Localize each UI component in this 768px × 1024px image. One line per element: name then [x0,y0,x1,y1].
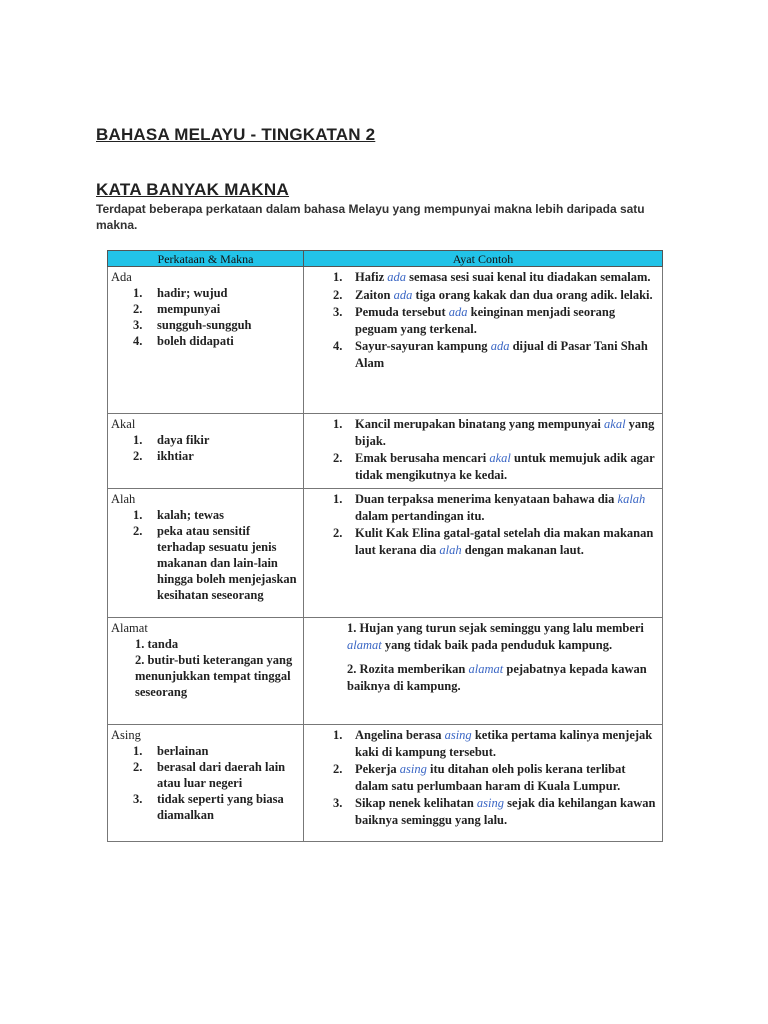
keyword-highlight: akal [604,417,626,431]
meaning-item: 1. berlainan [133,744,209,758]
example-item: 3. Pemuda tersebut ada keinginan menjadi seorang peguam yang terkenal. [333,305,616,336]
word-meaning-table [107,250,663,842]
section-title: KATA BANYAK MAKNA [96,180,290,199]
keyword-highlight: asing [444,728,472,742]
word-label: Alah [111,492,136,506]
keyword-highlight: asing [399,762,427,776]
meaning-item: 2. butir-buti keterangan yang menunjukkan tempat tinggal seseorang [135,653,293,699]
keyword-highlight: ada [393,287,413,302]
keyword-highlight: alah [439,542,462,557]
example-item: 1. Duan terpaksa menerima kenyataan bahawa dia kalah dalam pertandingan itu. [333,492,646,523]
meaning-item: 2. mempunyai [133,302,221,316]
meaning-item: 3. sungguh-sungguh [133,318,252,332]
keyword-highlight: ada [448,305,468,319]
example-item: 1. Kancil merupakan binatang yang mempunyai akal yang bijak. [333,417,655,448]
keyword-highlight: ada [490,339,510,353]
example-list [307,620,659,694]
meaning-item: 2. berasal dari daerah lain atau luar negeri [133,760,286,790]
meaning-list [111,507,300,603]
word-label: Akal [111,417,136,431]
word-cell [108,618,304,725]
keyword-highlight: akal [489,451,511,465]
example-item: 2. Pekerja asing itu ditahan oleh polis kerana terlibat dalam satu perlumbaan haram di Kuala Lumpur. [333,762,626,793]
header-example-sentences: Ayat Contoh [304,251,663,267]
word-cell [108,267,304,414]
word-label: Asing [111,728,141,742]
table-row [108,725,663,842]
word-cell [108,725,304,842]
word-label: Alamat [111,621,148,635]
keyword-highlight: asing [476,796,505,810]
example-cell [304,489,663,618]
example-item: 1. Hujan yang turun sejak seminggu yang lalu memberi alamat yang tidak baik pada penduduk kampung. [347,621,644,652]
meaning-item: 1. hadir; wujud [133,286,228,300]
example-item: 1. Hafiz ada semasa sesi suai kenal itu diadakan semalam. [333,270,651,284]
table-row [108,267,663,414]
meaning-item: 2. peka atau sensitif terhadap sesuatu jenis makanan dan lain-lain hingga boleh menjejaskan kesihatan seseorang [133,524,297,602]
example-item: 1. Angelina berasa asing ketika pertama kalinya menjejak kaki di kampung tersebut. [333,728,653,759]
example-cell [304,725,663,842]
example-cell [304,618,663,725]
example-cell [304,414,663,489]
meaning-item: 2. ikhtiar [133,449,194,463]
example-list [307,416,659,483]
table-row [108,618,663,725]
word-cell [108,489,304,618]
header-words-meanings: Perkataan & Makna [108,251,304,267]
example-item: 2. Emak berusaha mencari akal untuk memujuk adik agar tidak mengikutnya ke kedai. [333,451,655,482]
meaning-list [111,636,300,700]
table-row [108,489,663,618]
meaning-list [111,432,300,464]
example-item: 2. Rozita memberikan alamat pejabatnya kepada kawan baiknya di kampung. [347,662,647,693]
keyword-highlight: alamat [468,662,504,676]
example-list [307,727,659,828]
meaning-item: 3. tidak seperti yang biasa diamalkan [133,792,284,822]
meaning-list [111,743,300,823]
word-label: Ada [111,270,132,284]
table-row [108,414,663,489]
example-item: 2. Zaiton ada tiga orang kakak dan dua orang adik. lelaki. [333,287,653,302]
table-header-row [108,251,663,267]
page-title: BAHASA MELAYU - TINGKATAN 2 [96,125,376,144]
meaning-item: 1. tanda [135,637,179,651]
meaning-list [111,285,300,349]
meaning-item: 1. daya fikir [133,433,210,447]
example-item: 4. Sayur-sayuran kampung ada dijual di Pasar Tani Shah Alam [333,339,648,370]
word-cell [108,414,304,489]
meaning-item: 4. boleh didapati [133,334,234,348]
keyword-highlight: ada [387,270,407,284]
meaning-item: 1. kalah; tewas [133,508,225,522]
example-item: 2. Kulit Kak Elina gatal-gatal setelah dia makan makanan laut kerana dia alah dengan makanan laut. [333,526,654,557]
intro-paragraph: Terdapat beberapa perkataan dalam bahasa Melayu yang mempunyai makna lebih daripada satu makna. [96,202,645,232]
keyword-highlight: kalah [617,492,646,506]
example-item: 3. Sikap nenek kelihatan asing sejak dia kehilangan kawan baiknya seminggu yang lalu. [333,796,656,827]
example-list [307,491,659,558]
example-cell [304,267,663,414]
example-list [307,269,659,371]
keyword-highlight: alamat [347,637,382,652]
